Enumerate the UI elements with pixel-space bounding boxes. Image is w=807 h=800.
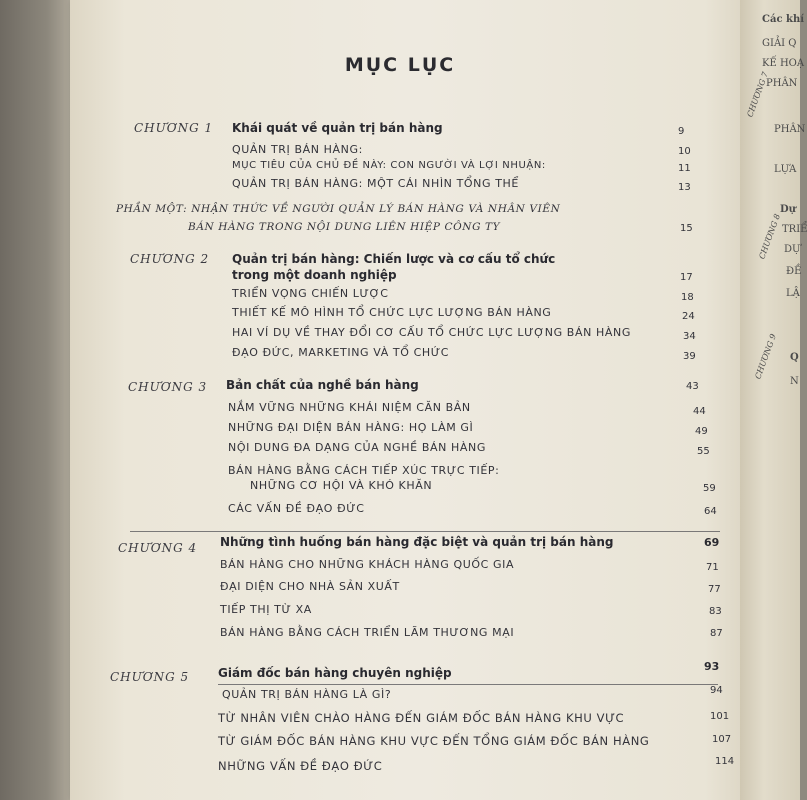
page-number: 64 [704,506,717,517]
page-number: 13 [678,182,691,193]
page-number: 87 [710,628,723,639]
section-title: MỤC TIÊU CỦA CHỦ ĐỀ NÀY: CON NGƯỜI VÀ LỢI NHUẬN: [232,160,546,171]
section-title: NỘI DUNG ĐA DẠNG CỦA NGHỀ BÁN HÀNG [228,441,486,454]
chapter-heading: Giám đốc bán hàng chuyên nghiệp [218,666,452,680]
divider [130,531,720,532]
page-number: 114 [715,756,735,767]
right-fragment: CHƯƠNG 8 [757,212,783,261]
page-number: 17 [680,272,693,283]
part-heading: PHẦN MỘT: NHẬN THỨC VỀ NGƯỜI QUẢN LÝ BÁN HÀNG VÀ NHÂN VIÊN [116,203,561,215]
page-number: 24 [682,311,695,322]
page-number: 9 [678,126,685,137]
right-fragment: LỰA [774,164,797,175]
divider [218,684,718,685]
right-fragment: PHÂN [766,78,798,89]
right-fragment: ĐỀ [786,266,802,277]
section-title: TRIỂN VỌNG CHIẾN LƯỢC [232,287,389,300]
right-fragment: CHƯƠNG 9 [753,332,779,381]
chapter-heading: Khái quát về quản trị bán hàng [232,121,443,135]
page-number: 107 [712,734,732,745]
chapter-label: CHƯƠNG 3 [128,380,208,394]
page-number: 11 [678,163,691,174]
section-title: BÁN HÀNG BẰNG CÁCH TIẾP XÚC TRỰC TIẾP: [228,464,500,477]
page-number: 10 [678,146,691,157]
page-number: 44 [693,406,706,417]
section-title: BÁN HÀNG BẰNG CÁCH TRIỂN LÃM THƯƠNG MẠI [220,626,515,639]
page-number: 83 [709,606,722,617]
page-number: 43 [686,381,699,392]
section-title: NHỮNG CƠ HỘI VÀ KHÓ KHĂN [250,479,433,492]
right-fragment: CHƯƠNG 7 [745,70,771,119]
right-fragment: LẬ [786,288,800,299]
right-fragment: PHÂN [774,124,806,135]
page-number: 94 [710,685,723,696]
chapter-heading: Quản trị bán hàng: Chiến lược và cơ cấu tổ chức [232,252,556,266]
page-number: 71 [706,562,719,573]
section-title: TỪ GIÁM ĐỐC BÁN HÀNG KHU VỰC ĐẾN TỔNG GIÁM ĐỐC BÁN HÀNG [218,734,650,748]
page-title: MỤC LỤC [344,54,456,76]
section-title: QUẢN TRỊ BÁN HÀNG: [232,143,363,156]
section-title: TỪ NHÂN VIÊN CHÀO HÀNG ĐẾN GIÁM ĐỐC BÁN HÀNG KHU VỰC [218,711,625,725]
section-title: ĐẠO ĐỨC, MARKETING VÀ TỔ CHỨC [232,346,450,359]
right-fragment: TRIỂ [782,224,807,235]
section-title: BÁN HÀNG CHO NHỮNG KHÁCH HÀNG QUỐC GIA [220,558,515,571]
section-title: HAI VÍ DỤ VỀ THAY ĐỔI CƠ CẤU TỔ CHỨC LỰC LƯỢNG BÁN HÀNG [232,326,631,339]
section-title: TIẾP THỊ TỪ XA [220,603,312,616]
right-fragment: Các khí [762,14,805,25]
right-fragment: DỰ [784,244,801,255]
section-title: THIẾT KẾ MÔ HÌNH TỔ CHỨC LỰC LƯỢNG BÁN HÀNG [232,306,552,319]
chapter-label: CHƯƠNG 5 [110,670,190,684]
page-number: 101 [710,711,730,722]
chapter-heading: Bản chất của nghề bán hàng [226,378,419,392]
page-number: 34 [683,331,696,342]
chapter-label: CHƯƠNG 2 [130,252,210,266]
page-number: 77 [708,584,721,595]
right-fragment: N [790,376,799,387]
right-fragment: GIẢI Q [762,38,797,49]
page-number: 18 [681,292,694,303]
right-fragment: KẾ HOẠ [762,58,805,69]
page-number: 15 [680,223,693,234]
section-title: CÁC VẤN ĐỀ ĐẠO ĐỨC [228,502,365,515]
page-number: 55 [697,446,710,457]
section-title: QUẢN TRỊ BÁN HÀNG LÀ GÌ? [222,688,392,701]
page-number: 59 [703,483,716,494]
page-number: 49 [695,426,708,437]
section-title: ĐẠI DIỆN CHO NHÀ SẢN XUẤT [220,580,400,593]
section-title: NHỮNG ĐẠI DIỆN BÁN HÀNG: HỌ LÀM GÌ [228,421,474,434]
chapter-heading: trong một doanh nghiệp [232,268,397,282]
part-heading: BÁN HÀNG TRONG NỘI DUNG LIÊN HIỆP CÔNG TY [188,221,501,233]
section-title: NHỮNG VẤN ĐỀ ĐẠO ĐỨC [218,759,383,773]
chapter-label: CHƯƠNG 1 [134,121,214,135]
page-number: 69 [704,536,720,549]
chapter-label: CHƯƠNG 4 [118,541,198,555]
page-number: 39 [683,351,696,362]
chapter-heading: Những tình huống bán hàng đặc biệt và quản trị bán hàng [220,535,614,549]
page-number: 93 [704,660,720,673]
right-fragment: Q [790,352,799,363]
section-title: QUẢN TRỊ BÁN HÀNG: MỘT CÁI NHÌN TỔNG THỂ [232,177,519,190]
section-title: NẮM VỮNG NHỮNG KHÁI NIỆM CĂN BẢN [228,401,471,414]
right-fragment: Dự [780,204,796,215]
